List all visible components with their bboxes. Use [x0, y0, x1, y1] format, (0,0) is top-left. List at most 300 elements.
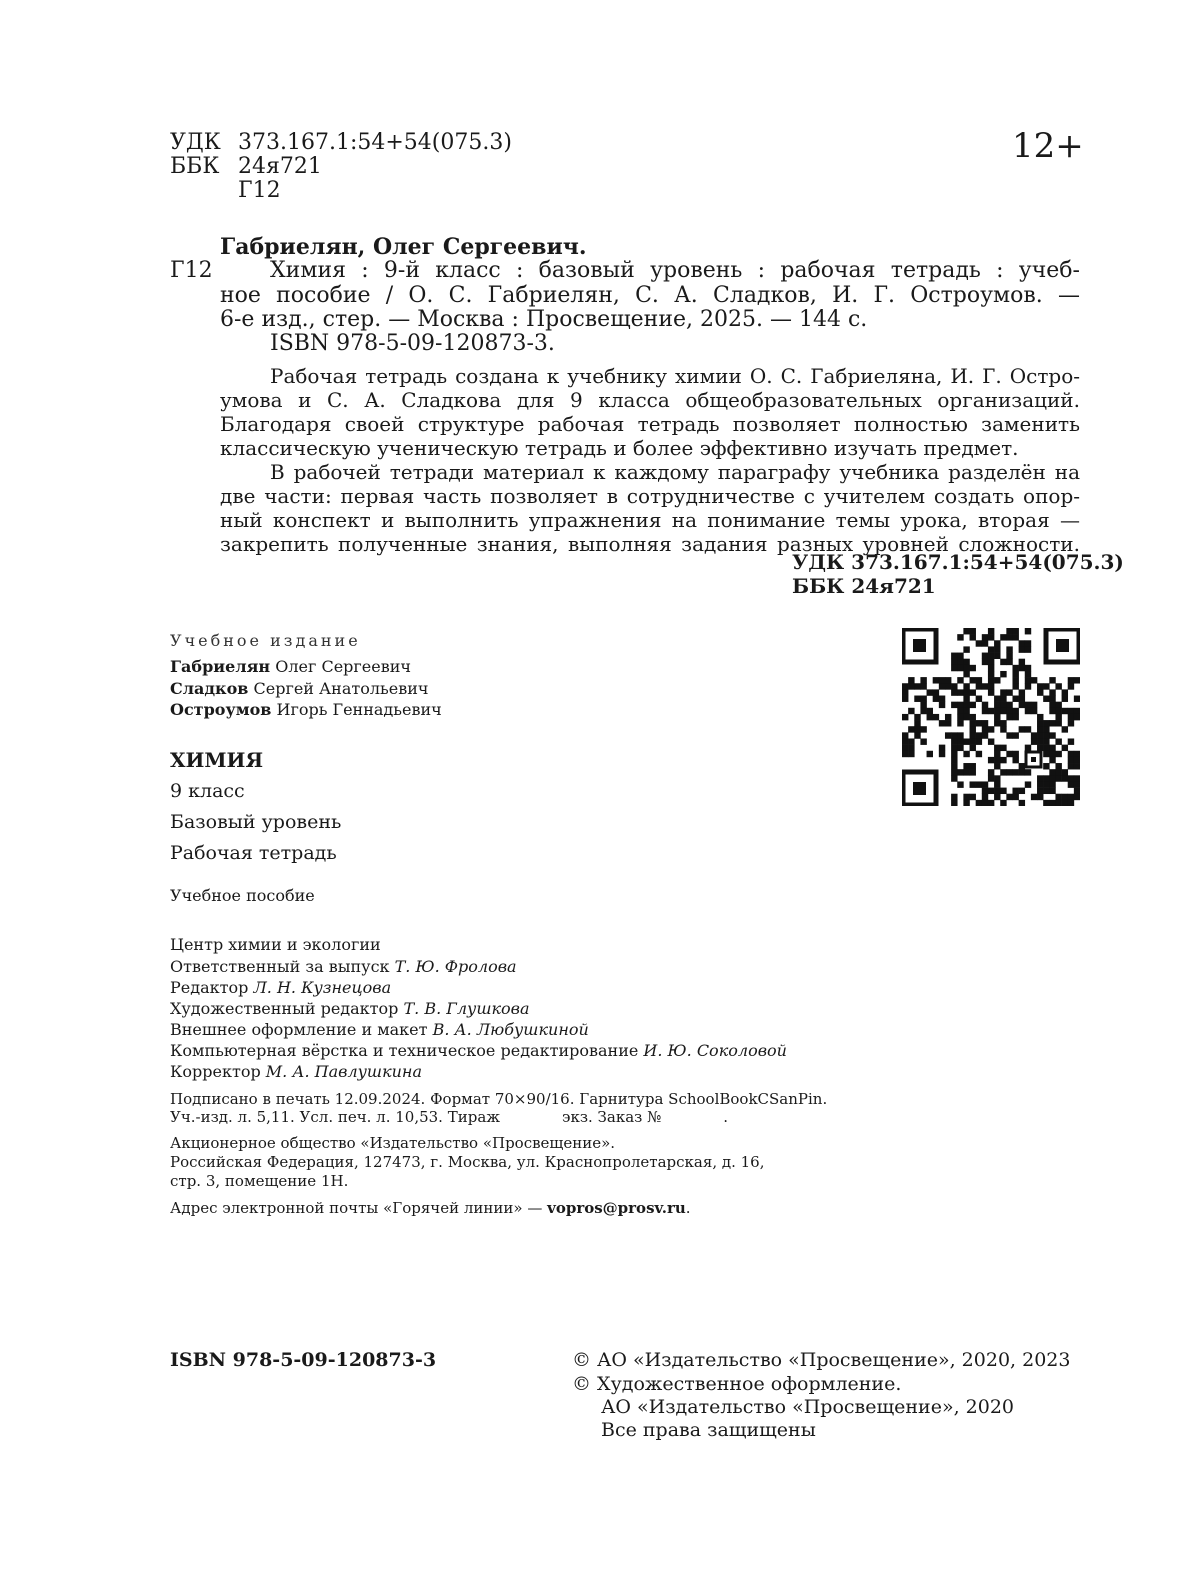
qr-module: [988, 677, 994, 683]
qr-module: [920, 702, 926, 708]
qr-module: [1043, 751, 1049, 757]
qr-module: [1049, 677, 1055, 683]
qr-module: [1074, 775, 1080, 781]
qr-module: [970, 628, 976, 634]
qr-module: [914, 714, 920, 720]
qr-module: [939, 677, 945, 683]
qr-module: [957, 702, 963, 708]
biblio-author: Габриелян, Олег Сергеевич.: [220, 234, 587, 260]
annotation-bbk: ББК 24я721: [792, 574, 936, 598]
qr-module: [1074, 757, 1080, 763]
qr-module: [927, 689, 933, 695]
qr-module: [951, 757, 957, 763]
qr-module: [902, 696, 908, 702]
qr-module: [1062, 689, 1068, 695]
qr-module: [933, 689, 939, 695]
publisher-line-3: стр. 3, помещение 1Н.: [170, 1172, 349, 1190]
qr-module: [1062, 800, 1068, 806]
qr-module: [939, 720, 945, 726]
qr-module: [976, 696, 982, 702]
qr-module: [1074, 788, 1080, 794]
qr-module: [1025, 640, 1031, 646]
qr-module: [902, 745, 908, 751]
qr-module: [927, 714, 933, 720]
qr-module: [1055, 775, 1061, 781]
qr-module: [1062, 794, 1068, 800]
qr-module: [939, 702, 945, 708]
qr-module: [994, 757, 1000, 763]
qr-module: [1049, 781, 1055, 787]
qr-module: [957, 732, 963, 738]
qr-module: [1068, 775, 1074, 781]
qr-module: [1043, 720, 1049, 726]
qr-module: [994, 745, 1000, 751]
qr-module: [1043, 788, 1049, 794]
qr-module: [1068, 708, 1074, 714]
qr-module: [902, 732, 908, 738]
qr-module: [970, 794, 976, 800]
qr-module: [951, 738, 957, 744]
biblio-isbn: ISBN 978-5-09-120873-3.: [270, 331, 555, 356]
qr-module: [988, 683, 994, 689]
credit-responsible: Ответственный за выпуск Т. Ю. Фролова: [170, 957, 517, 976]
qr-module: [994, 781, 1000, 787]
annotation-udk: УДК 373.167.1:54+54(075.3): [792, 550, 1124, 574]
qr-module: [1062, 775, 1068, 781]
qr-module: [1012, 751, 1018, 757]
credit-layout: Компьютерная вёрстка и техническое редактирование И. Ю. Соколовой: [170, 1041, 787, 1060]
qr-module: [988, 726, 994, 732]
qr-module: [982, 788, 988, 794]
qr-module: [970, 714, 976, 720]
annotation-p1-line-4: классическую ученическую тетрадь и более эффективно изучать предмет.: [220, 436, 1019, 460]
qr-module: [1019, 769, 1025, 775]
qr-module: [920, 683, 926, 689]
qr-module: [1055, 751, 1061, 757]
qr-module: [994, 720, 1000, 726]
qr-module: [1074, 714, 1080, 720]
publisher-line-2: Российская Федерация, 127473, г. Москва, ул. Краснопролетарская, д. 16,: [170, 1153, 765, 1171]
qr-module: [1019, 696, 1025, 702]
qr-module: [1049, 769, 1055, 775]
qr-module: [945, 732, 951, 738]
qr-module: [970, 745, 976, 751]
annotation-p1-line-2: умова и С. А. Сладкова для 9 класса общеобразовательных организаций.: [220, 388, 1080, 412]
qr-module: [1055, 794, 1061, 800]
qr-module: [1025, 702, 1031, 708]
qr-module: [908, 683, 914, 689]
qr-module: [988, 646, 994, 652]
qr-module: [1006, 751, 1012, 757]
qr-module: [957, 708, 963, 714]
qr-module: [1037, 689, 1043, 695]
qr-module: [957, 634, 963, 640]
qr-module: [982, 659, 988, 665]
qr-module: [927, 751, 933, 757]
biblio-line-3: 6-е изд., стер. — Москва : Просвещение, 2025. — 144 с.: [220, 307, 868, 332]
qr-module: [988, 769, 994, 775]
qr-module: [963, 665, 969, 671]
qr-module: [1006, 702, 1012, 708]
qr-module: [1037, 726, 1043, 732]
qr-module: [970, 763, 976, 769]
qr-module: [1074, 696, 1080, 702]
qr-module: [902, 689, 908, 695]
qr-module: [994, 763, 1000, 769]
qr-module: [1031, 702, 1037, 708]
qr-module: [1037, 732, 1043, 738]
qr-module: [976, 683, 982, 689]
qr-module: [1049, 702, 1055, 708]
qr-module: [908, 726, 914, 732]
qr-module: [1000, 720, 1006, 726]
qr-module: [908, 751, 914, 757]
qr-module: [1000, 671, 1006, 677]
qr-module: [994, 677, 1000, 683]
qr-module: [1019, 788, 1025, 794]
qr-module: [1019, 659, 1025, 665]
qr-module: [976, 800, 982, 806]
qr-module: [951, 653, 957, 659]
qr-module: [1043, 732, 1049, 738]
author-code: Г12: [238, 178, 281, 203]
qr-module: [1006, 634, 1012, 640]
qr-module: [951, 665, 957, 671]
copyright-line-3: АО «Издательство «Просвещение», 2020: [601, 1396, 1014, 1418]
qr-module: [939, 745, 945, 751]
bbk-label: ББК: [170, 154, 220, 179]
qr-module: [1000, 745, 1006, 751]
qr-module: [982, 732, 988, 738]
qr-module: [1049, 757, 1055, 763]
qr-module: [957, 738, 963, 744]
qr-module: [1074, 708, 1080, 714]
qr-module: [1068, 720, 1074, 726]
qr-module: [1006, 708, 1012, 714]
book-level: Базовый уровень: [170, 811, 342, 833]
qr-module: [1025, 628, 1031, 634]
qr-module: [994, 708, 1000, 714]
qr-module: [951, 763, 957, 769]
qr-module: [988, 653, 994, 659]
qr-module: [1012, 757, 1018, 763]
qr-module: [1068, 677, 1074, 683]
qr-module: [1043, 726, 1049, 732]
qr-module: [1043, 781, 1049, 787]
qr-module: [970, 689, 976, 695]
qr-module: [1006, 689, 1012, 695]
qr-module: [1037, 683, 1043, 689]
qr-module: [1000, 659, 1006, 665]
qr-module: [957, 781, 963, 787]
qr-module: [951, 702, 957, 708]
qr-module: [988, 665, 994, 671]
qr-module: [920, 696, 926, 702]
qr-module: [957, 769, 963, 775]
qr-module: [951, 659, 957, 665]
qr-module: [1055, 738, 1061, 744]
qr-module: [1037, 738, 1043, 744]
qr-module: [1037, 745, 1043, 751]
qr-module: [1043, 800, 1049, 806]
qr-module: [920, 677, 926, 683]
qr-module: [1062, 726, 1068, 732]
qr-module: [914, 696, 920, 702]
qr-module: [1074, 677, 1080, 683]
qr-module: [1043, 775, 1049, 781]
qr-module: [970, 720, 976, 726]
qr-module: [970, 726, 976, 732]
udk-value: 373.167.1:54+54(075.3): [238, 130, 512, 155]
qr-module: [982, 781, 988, 787]
qr-module: [988, 738, 994, 744]
book-manual: Учебное пособие: [170, 886, 315, 905]
qr-module: [1068, 794, 1074, 800]
qr-module: [1025, 677, 1031, 683]
qr-module: [1055, 720, 1061, 726]
qr-module: [1031, 677, 1037, 683]
qr-module: [1019, 800, 1025, 806]
qr-module: [1055, 714, 1061, 720]
qr-module: [1025, 745, 1031, 751]
qr-module: [1012, 696, 1018, 702]
book-grade: 9 класс: [170, 780, 245, 802]
qr-module: [982, 683, 988, 689]
credit-proofreader: Корректор М. А. Павлушкина: [170, 1062, 423, 1081]
qr-module: [1012, 769, 1018, 775]
qr-module: [1043, 683, 1049, 689]
qr-module: [1062, 745, 1068, 751]
biblio-line-2: ное пособие / О. С. Габриелян, С. А. Сладков, И. Г. Остроумов. —: [220, 283, 1080, 308]
qr-module: [988, 800, 994, 806]
qr-module: [1025, 665, 1031, 671]
qr-module: [982, 640, 988, 646]
credit-editor: Редактор Л. Н. Кузнецова: [170, 978, 392, 997]
qr-module: [908, 708, 914, 714]
qr-module: [1006, 769, 1012, 775]
qr-module: [1006, 794, 1012, 800]
qr-module: [988, 689, 994, 695]
imprint-author-1: Габриелян Олег Сергеевич: [170, 657, 411, 676]
qr-module: [1019, 702, 1025, 708]
qr-module: [976, 738, 982, 744]
qr-module: [927, 708, 933, 714]
qr-module: [963, 714, 969, 720]
qr-module: [982, 653, 988, 659]
qr-module: [988, 659, 994, 665]
qr-module: [1049, 708, 1055, 714]
qr-module: [970, 634, 976, 640]
age-rating: 12+: [1012, 126, 1084, 166]
qr-module: [1000, 788, 1006, 794]
qr-module: [945, 714, 951, 720]
qr-module: [1012, 708, 1018, 714]
qr-module: [963, 800, 969, 806]
qr-module: [970, 732, 976, 738]
publisher-line-1: Акционерное общество «Издательство «Просвещение».: [170, 1134, 616, 1152]
qr-module: [1037, 720, 1043, 726]
qr-module: [1031, 708, 1037, 714]
hotline-email: Адрес электронной почты «Горячей линии» — vopros@prosv.ru.: [170, 1199, 691, 1217]
qr-module: [1062, 696, 1068, 702]
qr-module: [957, 689, 963, 695]
qr-module: [988, 708, 994, 714]
qr-module: [1019, 726, 1025, 732]
qr-module: [902, 714, 908, 720]
qr-module: [1025, 708, 1031, 714]
qr-module: [1025, 769, 1031, 775]
qr-module: [994, 751, 1000, 757]
qr-module: [1012, 788, 1018, 794]
qr-module: [988, 788, 994, 794]
qr-module: [957, 720, 963, 726]
qr-module: [963, 751, 969, 757]
qr-module: [988, 671, 994, 677]
qr-module: [1012, 714, 1018, 720]
qr-module: [994, 794, 1000, 800]
qr-module: [945, 677, 951, 683]
imprint-author-2: Сладков Сергей Анатольевич: [170, 679, 429, 698]
footer-isbn: ISBN 978-5-09-120873-3: [170, 1349, 437, 1371]
qr-module: [976, 732, 982, 738]
qr-module: [1019, 665, 1025, 671]
qr-module: [951, 794, 957, 800]
qr-module: [1055, 683, 1061, 689]
qr-module: [994, 714, 1000, 720]
qr-module: [933, 714, 939, 720]
qr-module: [933, 677, 939, 683]
qr-module: [982, 726, 988, 732]
qr-module: [1000, 800, 1006, 806]
qr-module: [1025, 671, 1031, 677]
qr-module: [957, 677, 963, 683]
qr-module: [1049, 775, 1055, 781]
qr-module: [1000, 769, 1006, 775]
book-kind: Рабочая тетрадь: [170, 842, 337, 864]
qr-module: [914, 726, 920, 732]
qr-module: [1019, 646, 1025, 652]
qr-module: [908, 677, 914, 683]
qr-module: [970, 769, 976, 775]
qr-module: [982, 794, 988, 800]
credit-art-editor: Художественный редактор Т. В. Глушкова: [170, 999, 530, 1018]
qr-module: [1068, 757, 1074, 763]
qr-module: [951, 689, 957, 695]
qr-module: [982, 720, 988, 726]
bbk-value: 24я721: [238, 154, 322, 179]
udk-label: УДК: [170, 130, 221, 155]
qr-module: [1000, 726, 1006, 732]
qr-module: [982, 634, 988, 640]
qr-module: [963, 628, 969, 634]
qr-module: [1062, 708, 1068, 714]
qr-module: [976, 677, 982, 683]
qr-module: [1068, 781, 1074, 787]
qr-module: [951, 751, 957, 757]
qr-module: [902, 751, 908, 757]
qr-module: [1037, 794, 1043, 800]
qr-module: [1031, 738, 1037, 744]
qr-module: [1025, 683, 1031, 689]
biblio-code: Г12: [170, 258, 213, 283]
qr-module: [1055, 769, 1061, 775]
qr-module: [1019, 763, 1025, 769]
qr-module: [963, 763, 969, 769]
qr-module: [939, 683, 945, 689]
qr-module: [963, 702, 969, 708]
qr-module: [920, 726, 926, 732]
qr-module: [970, 781, 976, 787]
qr-module: [1049, 800, 1055, 806]
qr-module: [970, 665, 976, 671]
qr-module: [1068, 763, 1074, 769]
credit-design: Внешнее оформление и макет В. А. Любушкиной: [170, 1020, 589, 1039]
qr-module: [920, 738, 926, 744]
qr-module: [1074, 794, 1080, 800]
annotation-p2-line-3: ный конспект и выполнить упражнения на понимание темы урока, вторая —: [220, 508, 1080, 532]
qr-module: [1049, 696, 1055, 702]
qr-module: [1049, 732, 1055, 738]
qr-module: [1006, 732, 1012, 738]
edition-type: Учебное издание: [170, 631, 361, 650]
qr-module: [1025, 726, 1031, 732]
qr-module: [1043, 763, 1049, 769]
qr-module: [1068, 714, 1074, 720]
qr-module: [914, 732, 920, 738]
qr-module: [1012, 683, 1018, 689]
qr-module: [994, 775, 1000, 781]
qr-module: [994, 696, 1000, 702]
qr-module: [1000, 757, 1006, 763]
qr-module: [1006, 628, 1012, 634]
qr-module: [982, 800, 988, 806]
qr-module: [1055, 702, 1061, 708]
qr-module: [970, 677, 976, 683]
annotation-p1-line-1: Рабочая тетрадь создана к учебнику химии О. С. Габриеляна, И. Г. Остро-: [270, 364, 1080, 388]
qr-module: [1019, 640, 1025, 646]
qr-module: [963, 646, 969, 652]
qr-module: [951, 683, 957, 689]
qr-module: [1074, 781, 1080, 787]
qr-module: [994, 653, 1000, 659]
qr-module: [1031, 794, 1037, 800]
qr-module: [933, 696, 939, 702]
qr-module: [970, 702, 976, 708]
qr-module: [1049, 745, 1055, 751]
qr-module: [1025, 781, 1031, 787]
copyright-line-1: © АО «Издательство «Просвещение», 2020, 2023: [572, 1349, 1071, 1371]
qr-module: [1074, 763, 1080, 769]
annotation-p1-line-3: Благодаря своей структуре рабочая тетрадь позволяет полностью заменить: [220, 412, 1080, 436]
qr-module: [1068, 738, 1074, 744]
annotation-p2-line-1: В рабочей тетради материал к каждому параграфу учебника разделён на: [270, 460, 1080, 484]
qr-module: [963, 696, 969, 702]
qr-module: [1000, 696, 1006, 702]
qr-module: [982, 702, 988, 708]
qr-module: [951, 769, 957, 775]
qr-module: [1068, 800, 1074, 806]
qr-module: [939, 696, 945, 702]
qr-module: [1068, 683, 1074, 689]
qr-module: [1000, 702, 1006, 708]
annotation-p2-line-4: закрепить полученные знания, выполняя задания разных уровней сложности.: [220, 532, 1080, 556]
qr-module: [988, 628, 994, 634]
qr-module: [1012, 794, 1018, 800]
qr-module: [1043, 745, 1049, 751]
qr-module: [1012, 628, 1018, 634]
qr-module: [1074, 751, 1080, 757]
qr-module: [963, 659, 969, 665]
